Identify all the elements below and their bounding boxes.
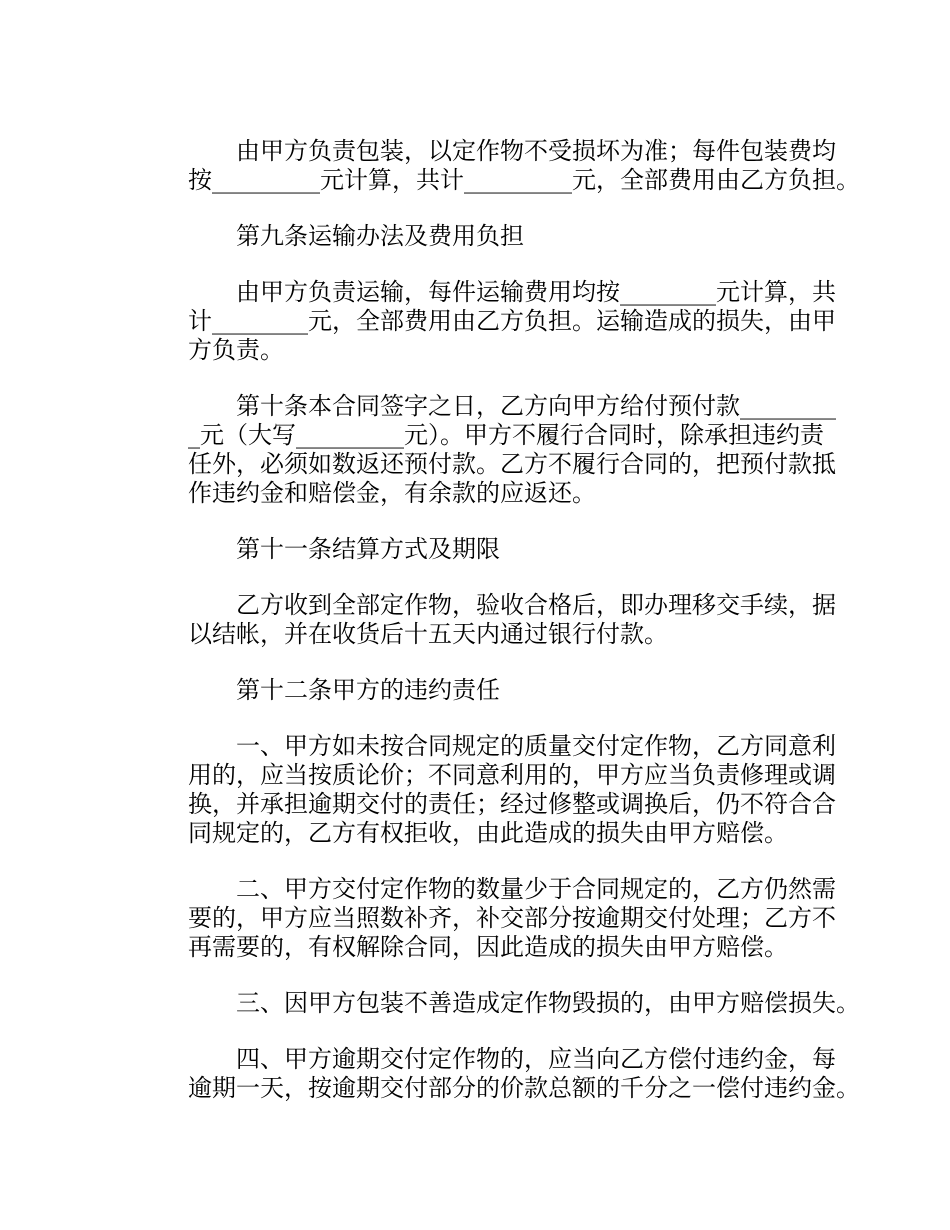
text-line: 按_________元计算，共计_________元，全部费用由乙方负担。 xyxy=(188,166,860,194)
text-line: 以结帐，并在收货后十五天内通过银行付款。 xyxy=(188,620,668,648)
paragraph-transport xyxy=(140,278,836,365)
text-line: 第九条运输办法及费用负担 xyxy=(236,222,524,250)
text-line: 用的，应当按质论价；不同意利用的，甲方应当负责修理或调 xyxy=(188,761,836,789)
text-line: 一、甲方如未按合同规定的质量交付定作物，乙方同意利 xyxy=(236,732,836,760)
text-line: 乙方收到全部定作物，验收合格后，即办理移交手续，据 xyxy=(236,591,836,619)
text-line: 换，并承担逾期交付的责任；经过修整或调换后，仍不符合合 xyxy=(188,790,836,818)
document-page xyxy=(140,137,860,1103)
text-line: 第十二条甲方的违约责任 xyxy=(236,676,500,704)
text-line: 由甲方负责包装，以定作物不受损坏为准；每件包装费均 xyxy=(236,137,836,165)
text-line: 作违约金和赔偿金，有余款的应返还。 xyxy=(188,479,596,507)
clause-2-paragraph xyxy=(140,875,836,962)
text-line: 第十一条结算方式及期限 xyxy=(236,535,500,563)
text-line: 计________元，全部费用由乙方负担。运输造成的损失，由甲 xyxy=(188,307,836,335)
article-12-heading xyxy=(140,676,830,705)
article-11-heading xyxy=(140,535,830,564)
text-line: 再需要的，有权解除合同，因此造成的损失由甲方赔偿。 xyxy=(188,933,788,961)
clause-1-paragraph xyxy=(140,732,836,848)
paragraph-packaging xyxy=(140,137,860,195)
paragraph-settlement xyxy=(140,591,836,649)
text-line: 二、甲方交付定作物的数量少于合同规定的，乙方仍然需 xyxy=(236,875,836,903)
text-line: 要的，甲方应当照数补齐，补交部分按逾期交付处理；乙方不 xyxy=(188,904,836,932)
article-9-heading xyxy=(140,222,830,251)
text-line: 三、因甲方包装不善造成定作物毁损的，由甲方赔偿损失。 xyxy=(236,989,860,1017)
clause-4-paragraph xyxy=(140,1045,860,1103)
text-line: 四、甲方逾期交付定作物的，应当向乙方偿付违约金，每 xyxy=(236,1045,836,1073)
text-line: 同规定的，乙方有权拒收，由此造成的损失由甲方赔偿。 xyxy=(188,819,788,847)
text-line: 方负责。 xyxy=(188,336,284,364)
clause-3-paragraph xyxy=(140,989,860,1018)
article-10-paragraph xyxy=(140,392,836,508)
text-line: 逾期一天，按逾期交付部分的价款总额的千分之一偿付违约金。 xyxy=(188,1074,860,1102)
text-line: _元（大写_________元）。甲方不履行合同时，除承担违约责 xyxy=(188,421,824,449)
text-line: 由甲方负责运输，每件运输费用均按________元计算，共 xyxy=(236,278,836,306)
text-line: 任外，必须如数返还预付款。乙方不履行合同的，把预付款抵 xyxy=(188,450,836,478)
text-line: 第十条本合同签字之日，乙方向甲方给付预付款________ xyxy=(236,392,836,420)
